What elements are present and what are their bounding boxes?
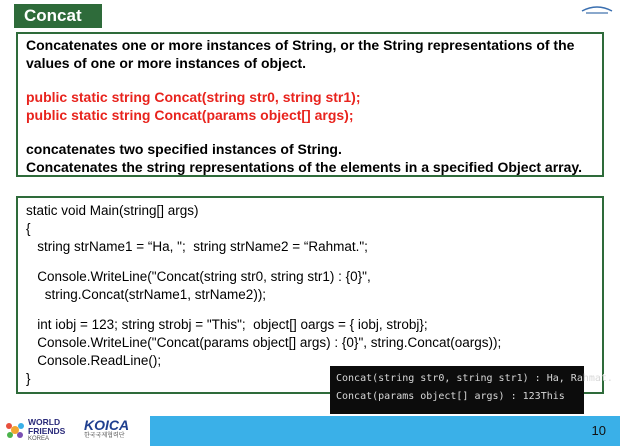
note-line: concatenates two specified instances of String. — [26, 141, 342, 157]
code-line: int iobj = 123; string strobj = "This"; object[] oargs = { iobj, strobj}; — [26, 317, 428, 332]
description-line: values of one or more instances of object. — [26, 54, 307, 71]
university-logo-icon — [580, 2, 614, 16]
code-line: Console.WriteLine("Concat(params object[] args) : {0}", string.Concat(oargs)); — [26, 335, 502, 350]
page-number: 10 — [591, 423, 606, 438]
code-line: { — [26, 221, 31, 236]
signature-concat-params: public static string Concat(params object[] args); — [26, 106, 354, 123]
code-line: Console.WriteLine("Concat(string str0, string str1) : {0}", — [26, 269, 371, 284]
console-line: Concat(string str0, string str1) : Ha, Rahmat. — [336, 373, 613, 384]
code-line: } — [26, 371, 31, 386]
code-box — [16, 196, 613, 394]
code-line: static void Main(string[] args) — [26, 203, 199, 218]
note-line: Concatenates the string representations of the elements in a specified Object array. — [26, 158, 583, 175]
code-line: string strName1 = “Ha, "; string strName2 = “Rahmat."; — [26, 239, 368, 254]
description-line: Concatenates one or more instances of String, or the String representations of the — [26, 37, 575, 53]
world-friends-logo-text: WORLD FRIENDS KOREA — [28, 417, 66, 442]
signature-concat-two-strings: public static string Concat(string str0, string str1); — [26, 89, 361, 105]
world-friends-logo-icon — [4, 419, 26, 441]
code-line: string.Concat(strName1, strName2)); — [26, 287, 267, 302]
console-line: Concat(params object[] args) : 123This — [336, 391, 565, 402]
console-output — [330, 366, 613, 414]
description-box — [16, 32, 604, 177]
slide-title: Concat — [14, 4, 102, 28]
code-line: Console.ReadLine(); — [26, 353, 162, 368]
koica-logo: KOICA 한국국제협력단 — [84, 417, 130, 439]
